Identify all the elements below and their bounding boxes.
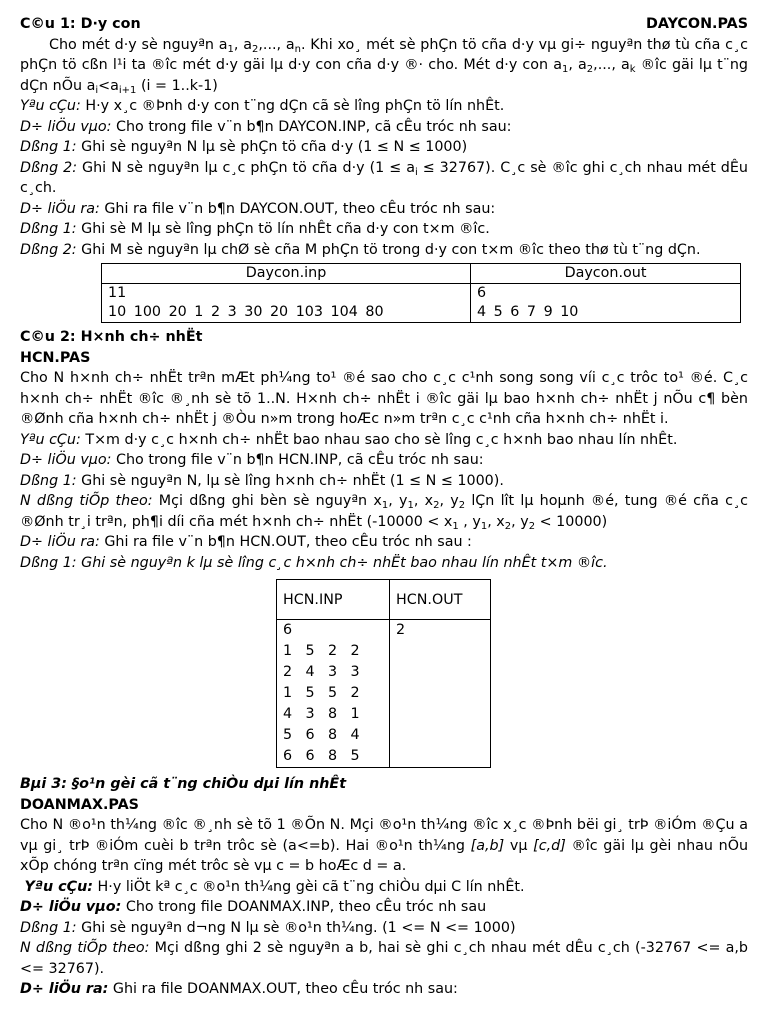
q1-input-line1: Dßng 1: Ghi sè nguyªn N lµ sè phÇn tö cña d·y (1 ≤ N ≤ 1000) (20, 139, 468, 155)
q1-input-line2: Dßng 2: Ghi N sè nguyªn lµ c¸c phÇn tö cña d·y $(1 \le a_i \le 32767)$. C¸c sè ®îc ghi c¸ch nhau mét dÊu c¸ch. (20, 159, 748, 196)
q2-heading: C©u 2: H×nh ch÷ nhËt (20, 329, 203, 345)
q3-output-desc: D÷ liÖu ra: Ghi ra file DOANMAX.OUT, theo cÊu tróc nh sau: (20, 981, 458, 997)
q1-input-desc: D÷ liÖu vµo: Cho trong file v¨n b¶n DAYCON.INP, cã cÊu tróc nh sau: (20, 118, 512, 135)
q3-requirement: Yªu cÇu: H·y liÖt kª c¸c ®o¹n th¼ng gèi cã t¨ng chiÒu dµi C lín nhÊt. (24, 878, 525, 895)
q2-input-row: 5 6 8 4 (283, 727, 360, 743)
q1-output-desc: D÷ liÖu ra: Ghi ra file v¨n b¶n DAYCON.OUT, theo cÊu tróc nh sau: (20, 200, 496, 217)
q1-requirement: Yªu cÇu: H·y x¸c ®Þnh d·y con t¨ng dÇn cã sè lîng phÇn tö lín nhÊt. (20, 98, 505, 114)
q2-table-input (277, 620, 390, 768)
q2-output-desc: D÷ liÖu ra: Ghi ra file v¨n b¶n HCN.OUT, theo cÊu tróc nh sau : (20, 534, 472, 550)
q1-filename: DAYCON.PAS (646, 16, 748, 32)
q3-input-line1: Dßng 1: Ghi sè nguyªn d¬ng N lµ sè ®o¹n th¼ng. (1 <= N <= 1000) (20, 919, 516, 936)
q1-table-header-input: Daycon.inp (102, 264, 471, 284)
q2-table-output: 2 (390, 620, 491, 768)
q2-table-header-output: HCN.OUT (390, 580, 491, 620)
q1-example-table (101, 263, 741, 323)
q2-input-row: 6 (283, 622, 293, 638)
q2-input-line1: Dßng 1: Ghi sè nguyªn N, lµ sè lîng h×nh ch÷ nhËt (1 ≤ N ≤ 1000). (20, 472, 504, 489)
q2-input-row: 4 3 8 1 (283, 706, 360, 722)
q1-intro: Cho mét d·y sè nguyªn $a_1$, $a_2$,..., $a_n$. Khi xo¸ mét sè phÇn tö cña d·y vµ gi÷ nguyªn thø tù cña c¸c phÇn tö cßn l¹i ta ®îc mét d·y gäi lµ d·y con cña d·y ®· cho. Mét d·y con $a_1$, $a_2$,..., $a_k$ ®îc gäi lµ t¨ng dÇn nÕu $a_i<a_{i+1}$ (i = 1..k-1) (20, 36, 748, 96)
q2-input-row: 6 6 8 5 (283, 748, 360, 764)
q3-input-line2: N dßng tiÕp theo: Mçi dßng ghi 2 sè nguyªn a b, hai sè ghi c¸ch nhau mét dÊu c¸ch (-32767 <= a,b <= 32767). (20, 940, 749, 977)
q2-output-line1: Dßng 1: Ghi sè nguyªn k lµ sè lîng c¸c h×nh ch÷ nhËt bao nhau lín nhÊt t×m ®îc. (20, 554, 608, 571)
q3-input-desc: D÷ liÖu vµo: Cho trong file DOANMAX.INP, theo cÊu tróc nh sau (20, 899, 487, 915)
q1-output-line2: Dßng 2: Ghi M sè nguyªn lµ chØ sè cña M phÇn tö trong d·y con t×m ®îc theo thø tù t¨ng dÇn. (20, 241, 701, 258)
q2-input-row: 1 5 5 2 (283, 685, 360, 701)
q1-heading: C©u 1: D·y con (20, 16, 141, 32)
q3-heading: Bµi 3: §o¹n gèi cã t¨ng chiÒu dµi lín nhÊt (20, 776, 347, 792)
q1-table-header-output: Daycon.out (471, 264, 741, 284)
q2-input-row: 1 5 2 2 (283, 643, 360, 659)
document-page (20, 14, 748, 1000)
q2-requirement: Yªu cÇu: T×m d·y c¸c h×nh ch÷ nhËt bao nhau sao cho sè lîng c¸c h×nh bao nhau lín nhÊt. (20, 431, 678, 448)
q2-input-desc: D÷ liÖu vµo: Cho trong file v¨n b¶n HCN.INP, cã cÊu tróc nh sau: (20, 452, 484, 468)
q2-table-header-input: HCN.INP (277, 580, 390, 620)
q1-heading-row (20, 14, 748, 35)
q3-filename: DOANMAX.PAS (20, 796, 139, 813)
q2-input-line2: N dßng tiÕp theo: Mçi dßng ghi bèn sè nguyªn $x_1$, $y_1$, $x_2$, $y_2$ lÇn lît lµ hoµnh ®é, tung ®é cña c¸c ®Ønh tr¸i trªn, ph¶i díi cña mét h×nh ch÷ nhËt ($-10000 < x_1$ , $y_1$, $x_2$, $y_2 < 10000$) (20, 493, 748, 532)
q2-input-row: 2 4 3 3 (283, 664, 360, 680)
q3-intro: Cho N ®o¹n th¼ng ®îc ®¸nh sè tõ 1 ®Õn N. Mçi ®o¹n th¼ng ®îc x¸c ®Þnh bëi gi¸ trÞ ®iÓm ®Çu a vµ gi¸ trÞ ®iÓm cuèi b trªn trôc sè (a<=b). Hai ®o¹n th¼ng [a,b] vµ [c,d] ®îc gäi lµ gèi nhau nÕu xÕp chóng trªn cïng mét trôc sè vµ c = b hoÆc d = a. (20, 817, 749, 874)
q1-table-input: 11 10 100 20 1 2 3 30 20 103 104 80 (102, 284, 471, 323)
q1-table-output: 6 4 5 6 7 9 10 (471, 284, 741, 323)
q2-filename: HCN.PAS (20, 349, 91, 366)
q2-example-table (276, 579, 491, 768)
q2-intro: Cho N h×nh ch÷ nhËt trªn mÆt ph¼ng to¹ ®é sao cho c¸c c¹nh song song víi c¸c trôc to¹ ®é. C¸c h×nh ch÷ nhËt ®îc ®¸nh sè tõ 1..N. H×nh ch÷ nhËt i ®îc gäi lµ bao h×nh ch÷ nhËt j nÕu c¶ bèn ®Ønh cña h×nh ch÷ nhËt j ®Òu n»m trong hoÆc n»m trªn c¸c c¹nh cña h×nh ch÷ nhËt i. (20, 370, 748, 427)
q1-output-line1: Dßng 1: Ghi sè M lµ sè lîng phÇn tö lín nhÊt cña d·y con t×m ®îc. (20, 221, 490, 237)
